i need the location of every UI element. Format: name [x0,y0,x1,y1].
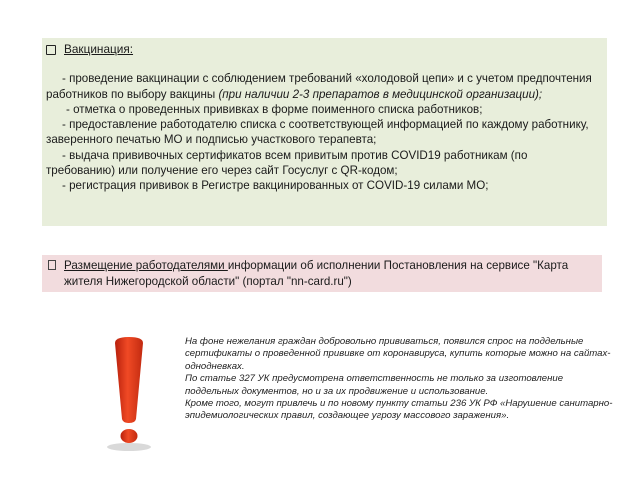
vaccination-item-5: - регистрация прививок в Регистре вакцинированных от COVID-19 силами МО; [62,179,489,193]
note-paragraph-1: На фоне нежелания граждан добровольно прививаться, появился спрос на поддельные сертификаты о проведенной прививке от коронавируса, купить которые можно на сайтах-однодневках. [185,336,611,372]
vaccination-heading: Вакцинация: [64,42,134,56]
bullet-icon [48,260,56,270]
placement-rest: информации об исполнении Постановления на сервисе "Карта жителя Нижегородской области" (портал "nn-card.ru") [64,259,569,288]
placement-text [64,258,596,292]
checkbox-bullet-icon [46,45,56,55]
vaccination-item-4: - выдача прививочных сертификатов всем привитым против COVID19 работникам (по требованию) или получение его через сайт Госуслуг с QR-кодом; [46,148,528,178]
warning-note [185,336,615,423]
placement-block [42,255,602,292]
vaccination-item-2: - отметка о проведенных прививках в форме поименного списка работников; [66,102,483,116]
vaccination-block [42,38,607,226]
vaccination-item-3: - предоставление работодателю списка с соответствующей информацией по каждому работнику, заверенного печатью МО и подписью участкового терапевта; [46,118,589,147]
vaccination-heading-row [46,42,599,57]
vaccination-item-1-note: (при наличии 2-3 препаратов в медицинской организации); [218,87,543,101]
vaccination-item-1: - проведение вакцинации с соблюдением требований «холодовой цепи» и с учетом предпочтения работников по выбору вакцины (при наличии 2-3 препаратов в медицинской организации); [46,72,592,101]
note-paragraph-3: Кроме того, могут привлечь и по новому пункту статьи 236 УК РФ «Нарушение санитарно-эпидемиологических правил, создающее угрозу массового заражения». [185,398,613,422]
placement-underlined: Размещение работодателями [64,259,228,272]
note-paragraph-2: По статье 327 УК предусмотрена ответственность не только за изготовление поддельных документов, но и за их продвижение и использование. [185,373,564,397]
exclamation-icon [104,335,154,457]
